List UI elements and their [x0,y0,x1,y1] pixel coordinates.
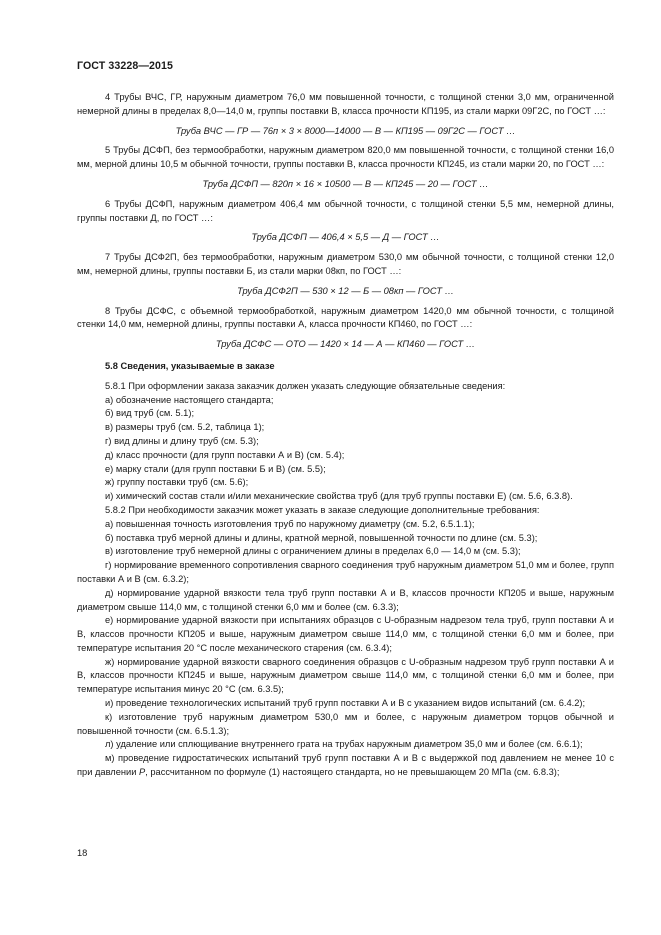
example-7-text: 7 Трубы ДСФ2П, без термообработки, наружным диаметром 530,0 мм обычной точности, с толщиной стенки 12,0 мм, немерной длины, группы поставки Б, из стали марки 08кп, по ГОСТ …: [77,252,614,276]
example-5-formula: Труба ДСФП — 820п × 16 × 10500 — В — КП245 — 20 — ГОСТ … [202,178,489,189]
list-item: д) нормирование ударной вязкости тела труб групп поставки А и В, классов прочности КП205 и выше, наружным диаметром свыше 114,0 мм, с толщиной стенки 6,0 мм и более (см. 6.3.3); [77,587,614,612]
list-item: б) вид труб (см. 5.1); [105,408,195,419]
clause-5-8-1-intro: 5.8.1 При оформлении заказа заказчик должен указать следующие обязательные сведения: [105,380,506,391]
list-item: е) марку стали (для групп поставки Б и В) (см. 5.5); [105,463,326,474]
section-title: 5.8 Сведения, указываемые в заказе [105,360,275,371]
page-body [77,91,614,780]
list-item: к) изготовление труб наружным диаметром 530,0 мм и более, с наружным диаметром торцов обычной и повышенной точности (см. 6.5.1.3); [77,711,614,736]
clause-5-8-2-intro: 5.8.2 При необходимости заказчик может указать в заказе следующие дополнительные требования: [105,504,540,515]
list-item: г) нормирование временного сопротивления сварного соединения труб наружным диаметром 51,0 мм и более, групп поставки А и В (см. 6.3.2); [77,560,614,584]
list-item: д) класс прочности (для групп поставки А и В) (см. 5.4); [105,449,345,460]
list-item: в) изготовление труб немерной длины с ограничением длины в пределах 6,0 — 14,0 м (см. 5.3); [105,546,521,557]
example-6-formula: Труба ДСФП — 406,4 × 5,5 — Д — ГОСТ … [251,232,440,243]
list-item: ж) группу поставки труб (см. 5.6); [105,477,249,488]
example-8-formula: Труба ДСФС — ОТО — 1420 × 14 — А — КП460 — ГОСТ … [215,339,476,350]
page-number: 18 [77,848,88,858]
example-4-formula: Труба ВЧС — ГР — 76п × 3 × 8000—14000 — В — КП195 — 09Г2С — ГОСТ … [175,125,516,136]
example-5-text: 5 Трубы ДСФП, без термообработки, наружным диаметром 820,0 мм повышенной точности, с толщиной стенки 16,0 мм, мерной длины 10,5 м обычной точности, группы поставки В, класса прочности КП245, из стали марки 20, по ГОСТ …: [77,145,614,170]
list-item: б) поставка труб мерной длины и длины, кратной мерной, повышенной точности по длине (см. 5.3); [105,532,538,543]
example-4-text: 4 Трубы ВЧС, ГР, наружным диаметром 76,0 мм повышенной точности, с толщиной стенки 3,0 мм, ограниченной немерной длины в пределах 8,0—14,0 м, группы поставки В, класса прочности КП195, из стали марки 09Г2С, по ГОСТ …: [77,92,614,116]
list-item: в) размеры труб (см. 5.2, таблица 1); [105,422,265,433]
document-header: ГОСТ 33228—2015 [77,60,174,72]
list-item: г) вид длины и длину труб (см. 5.3); [105,435,259,446]
example-8-text: 8 Трубы ДСФС, с объемной термообработкой, наружным диаметром 1420,0 мм обычной точности, с толщиной стенки 14,0 мм, немерной длины, группы поставки А, класса прочности КП460, по ГОСТ …: [77,305,614,330]
example-6-text: 6 Трубы ДСФП, наружным диаметром 406,4 мм обычной точности, с толщиной стенки 5,5 мм, немерной длины, группы поставки Д, по ГОСТ …: [77,198,614,223]
list-item: ж) нормирование ударной вязкости сварного соединения образцов с U-образным надрезом труб групп поставки А и В, классов прочности КП245 и выше, наружным диаметром свыше 114,0 мм, с толщиной стенки 6,0 мм и более, при температуре испытания минус 20 °С (см. 6.3.5); [77,656,614,695]
list-item: а) обозначение настоящего стандарта; [105,394,274,405]
pressure-variable: Р [139,767,146,778]
list-item: и) химический состав стали и/или механические свойства труб (для труб группы поставки Е) (см. 5.6, 6.3.8). [105,491,573,502]
list-item-m-end: , рассчитанном по формуле (1) настоящего стандарта, но не превышающем 20 МПа (см. 6.8.3); [145,767,560,778]
example-7-formula: Труба ДСФ2П — 530 × 12 — Б — 08кп — ГОСТ … [237,285,454,296]
list-item: е) нормирование ударной вязкости при испытаниях образцов с U-образным надрезом тела труб, групп поставки А и В, классов прочности КП205 и выше, наружным диаметром свыше 114,0 мм, с толщиной стенки 6,0 мм и более, при температуре испытания 20 °С после механического старения (см. 6.3.4); [77,615,614,653]
list-item-m-start: м) проведение гидростатических испытаний труб групп поставки А и В с выдержкой под давлением не менее 10 с при давлении [77,753,614,778]
list-item-m [77,752,614,780]
list-item: и) проведение технологических испытаний труб групп поставки А и В с указанием видов испытаний (см. 6.4.2); [105,698,586,709]
list-item: а) повышенная точность изготовления труб по наружному диаметру (см. 5.2, 6.5.1.1); [105,518,475,529]
list-item: л) удаление или сплющивание внутреннего грата на трубах наружным диаметром 35,0 мм и более (см. 6.6.1); [105,739,583,750]
